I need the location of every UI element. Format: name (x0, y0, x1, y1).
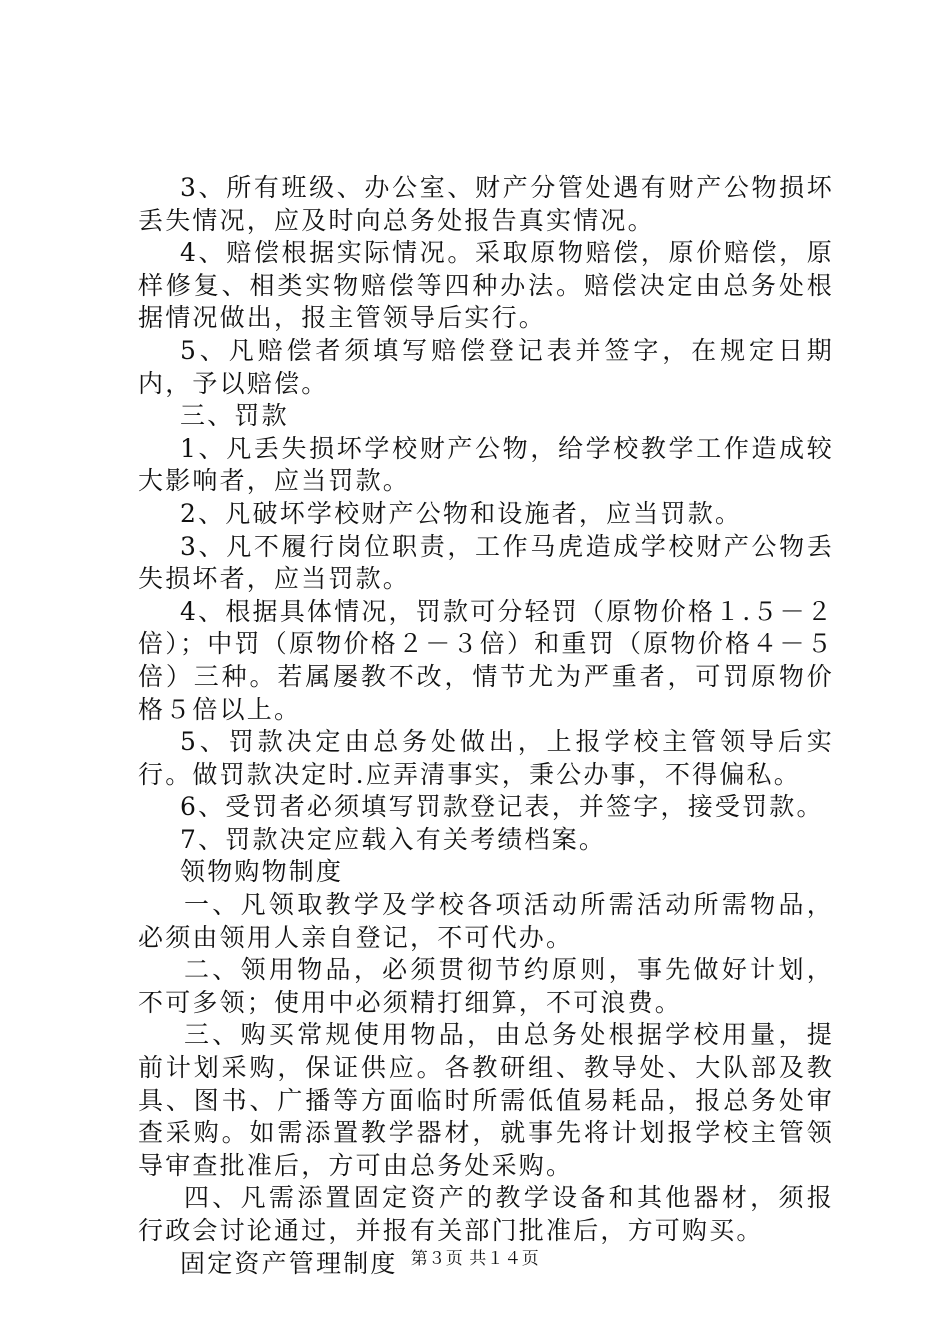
procurement-item-4: 四、凡需添置固定资产的教学设备和其他器材，须报行政会讨论通过，并报有关部门批准后，方可购买。 (138, 1183, 834, 1245)
fine-item-3: 3、凡不履行岗位职责，工作马虎造成学校财产公物丢失损坏者，应当罚款。 (138, 531, 834, 594)
fine-item-5: 5、罚款决定由总务处做出，上报学校主管领导后实行。做罚款决定时.应弄清事实，秉公办事，不得偏私。 (138, 727, 834, 789)
fine-item-4: 4、根据具体情况，罚款可分轻罚（原物价格１.５－２倍）；中罚（原物价格２－３倍）和重罚（原物价格４－５倍）三种。若属屡教不改，情节尤为严重者，可罚原物价格５倍以上。 (138, 596, 834, 724)
procurement-item-3: 三、购买常规使用物品，由总务处根据学校用量，提前计划采购，保证供应。各教研组、教导处、大队部及教具、图书、广播等方面临时所需低值易耗品，报总务处审查采购。如需添置教学器材，就事先将计划报学校主管领导审查批准后，方可由总务处采购。 (138, 1020, 834, 1180)
fine-item-2: 2、凡破坏学校财产公物和设施者，应当罚款。 (180, 498, 743, 528)
document-body (138, 172, 834, 1280)
procurement-item-2: 二、领用物品，必须贯彻节约原则，事先做好计划，不可多领；使用中必须精打细算，不可浪费。 (138, 955, 834, 1017)
paragraph-5: 5、凡赔偿者须填写赔偿登记表并签字，在规定日期内，予以赔偿。 (138, 335, 834, 398)
fine-item-7: 7、罚款决定应载入有关考绩档案。 (180, 824, 607, 854)
paragraph-4: 4、赔偿根据实际情况。采取原物赔偿，原价赔偿，原样修复、相类实物赔偿等四种办法。赔偿决定由总务处根据情况做出，报主管领导后实行。 (138, 238, 834, 333)
paragraph-3: 3、所有班级、办公室、财产分管处遇有财产公物损坏丢失情况，应及时向总务处报告真实情况。 (138, 173, 834, 235)
page-number-footer: 第３页 共１４页 (410, 1249, 540, 1269)
fine-item-1: 1、凡丢失损坏学校财产公物，给学校教学工作造成较大影响者，应当罚款。 (138, 433, 834, 496)
section-heading-procurement: 领物购物制度 (180, 857, 344, 887)
procurement-item-1: 一、凡领取教学及学校各项活动所需活动所需物品，必须由领用人亲自登记，不可代办。 (138, 890, 834, 952)
section-heading-fixed-assets: 固定资产管理制度 (180, 1248, 398, 1278)
fine-item-6: 6、受罚者必须填写罚款登记表，并签字，接受罚款。 (180, 792, 824, 822)
section-heading-fines: 三、罚款 (180, 401, 289, 431)
